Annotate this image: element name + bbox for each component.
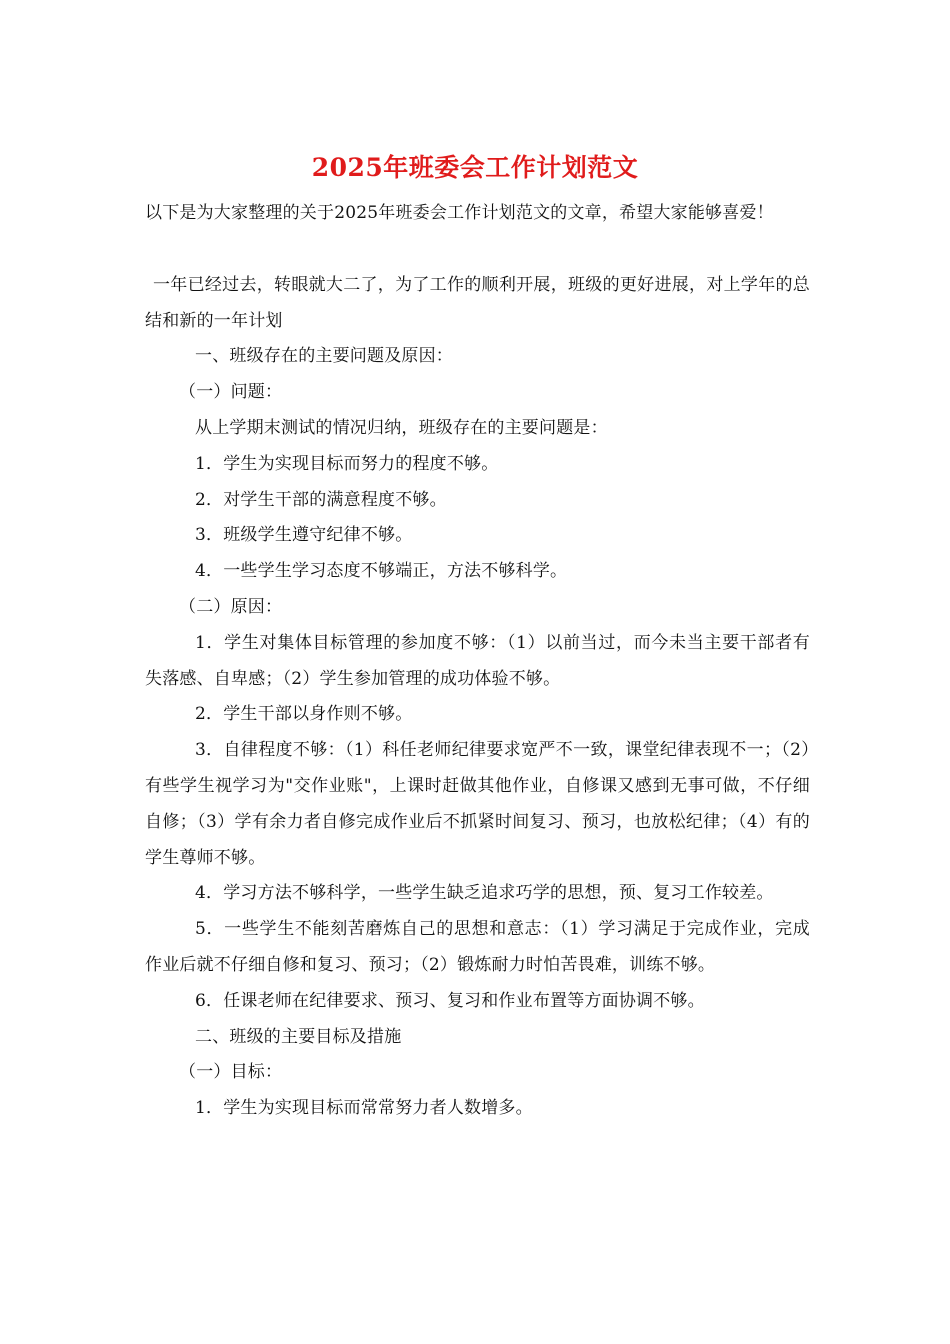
reason-item-3: 3．自律程度不够：（1）科任老师纪律要求宽严不一致，课堂纪律表现不一；（2）有些学生视学习为"交作业账"，上课时赶做其他作业，自修课又感到无事可做，不仔细自修；（3）学有余力者自修完成作业后不抓紧时间复习、预习，也放松纪律；（4）有的学生尊师不够。 [145, 740, 810, 868]
problems-lead: 从上学期末测试的情况归纳，班级存在的主要问题是： [195, 417, 608, 438]
reason-item-6: 6．任课老师在纪律要求、预习、复习和作业布置等方面协调不够。 [195, 990, 705, 1011]
problem-item-2: 2．对学生干部的满意程度不够。 [195, 489, 447, 510]
blank-line [145, 232, 810, 268]
reason-item-2: 2．学生干部以身作则不够。 [195, 704, 413, 725]
opening-paragraph: 一年已经过去，转眼就大二了，为了工作的顺利开展，班级的更好进展，对上学年的总结和新的一年计划 [145, 274, 810, 331]
section-heading-1: 一、班级存在的主要问题及原因： [195, 346, 453, 367]
problem-item-3: 3．班级学生遵守纪律不够。 [195, 525, 413, 546]
subsection-heading-goals: （一）目标： [179, 1062, 283, 1083]
document-title: 2025年班委会工作计划范文 [311, 153, 639, 182]
intro-paragraph: 以下是为大家整理的关于2025年班委会工作计划范文的文章，希望大家能够喜爱！ [145, 203, 774, 223]
section-heading-2: 二、班级的主要目标及措施 [195, 1026, 402, 1047]
problem-item-1: 1．学生为实现目标而努力的程度不够。 [195, 453, 499, 474]
goal-item-1: 1．学生为实现目标而常常努力者人数增多。 [195, 1098, 533, 1119]
reason-item-1: 1．学生对集体目标管理的参加度不够：（1）以前当过，而今未当主要干部者有失落感、自卑感；（2）学生参加管理的成功体验不够。 [145, 632, 810, 689]
subsection-heading-reasons: （二）原因： [179, 596, 283, 617]
reason-item-4: 4．学习方法不够科学，一些学生缺乏追求巧学的思想，预、复习工作较差。 [195, 883, 774, 904]
problem-item-4: 4．一些学生学习态度不够端正，方法不够科学。 [195, 561, 568, 582]
subsection-heading-problems: （一）问题： [179, 382, 283, 403]
reason-item-5: 5．一些学生不能刻苦磨炼自己的思想和意志：（1）学习满足于完成作业，完成作业后就不仔细自修和复习、预习；（2）锻炼耐力时怕苦畏难，训练不够。 [145, 919, 810, 975]
document-body [145, 196, 810, 1127]
